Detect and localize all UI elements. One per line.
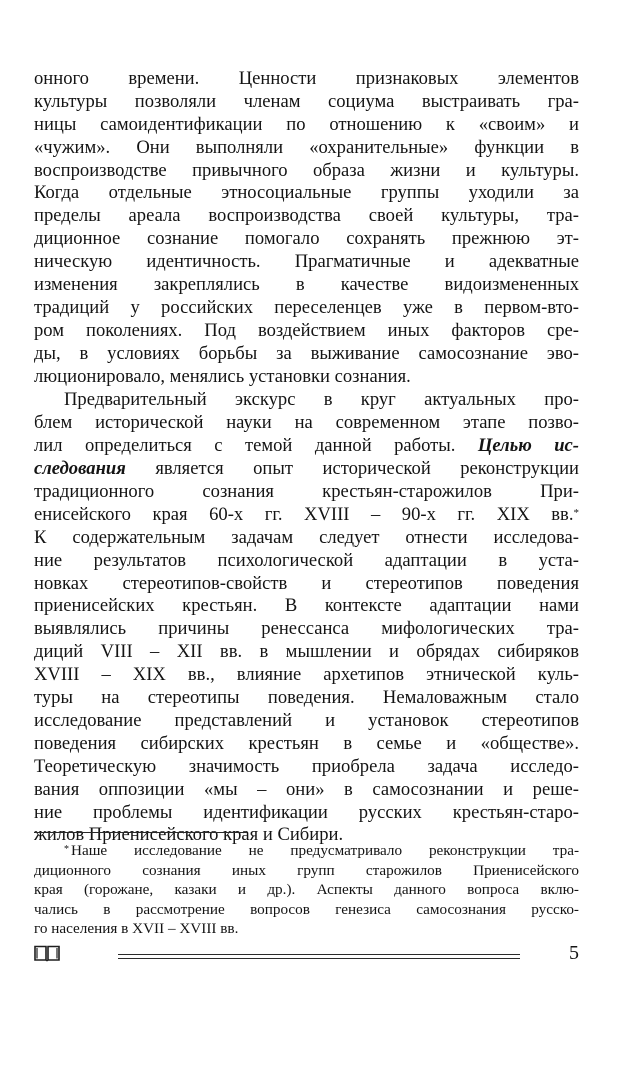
text-line: ние результатов психологической адаптации в уста- — [34, 549, 579, 571]
footnote-line: края (горожане, казаки и др.). Аспекты данного вопроса вклю- — [34, 881, 579, 898]
text-line: диционное сознание помогало сохранять прежнюю эт- — [34, 228, 579, 250]
text-line: Когда отдельные этносоциальные группы уходили за — [34, 182, 579, 204]
text-line: поведения сибирских крестьян в семье и «обществе». — [34, 732, 579, 754]
text-line: онного времени. Ценности признаковых элементов — [34, 68, 579, 89]
text-line: изменения закреплялись в качестве видоизмененных — [34, 274, 579, 296]
text-line — [34, 435, 579, 458]
text-run: енисейского края 60-х гг. XVIII – 90-х гг. XIX вв. — [34, 503, 574, 525]
footnote-text: Наше исследование не предусматривало реконструкции тра- — [71, 842, 579, 859]
text-run: является опыт исторической реконструкции — [125, 458, 579, 480]
footnote-reference: * — [573, 506, 579, 519]
text-line: традиционного сознания крестьян-старожилов При- — [34, 481, 579, 503]
book-icon — [34, 944, 60, 962]
text-line: приенисейских крестьян. В контексте адаптации нами — [34, 595, 579, 617]
footnote — [34, 841, 579, 939]
page-footer — [34, 940, 579, 966]
text-line: ническую идентичность. Прагматичные и адекватные — [34, 251, 579, 273]
footnote-divider — [34, 832, 247, 833]
text-line: блем исторической науки на современном этапе позво- — [34, 412, 579, 434]
text-line: вания оппозиции «мы – они» в самосознании и реше- — [34, 778, 579, 800]
footnote-marker: * — [64, 844, 69, 855]
text-line: воспроизводстве привычного образа жизни и культуры. — [34, 159, 579, 181]
text-line: ром поколениях. Под воздействием иных факторов сре- — [34, 319, 579, 341]
paragraph — [34, 389, 579, 847]
text-line: традиций у российских переселенцев уже в первом-вто- — [34, 296, 579, 318]
page-number: 5 — [569, 942, 579, 964]
text-line: культуры позволяли членам социума выстраивать гра- — [34, 90, 579, 112]
text-line: ницы самоидентификации по отношению к «своим» и — [34, 113, 579, 135]
footnote-line — [34, 841, 579, 861]
text-line: выявлялись причины ренессанса мифологических тра- — [34, 618, 579, 640]
text-line: ние проблемы идентификации русских крестьян-старо- — [34, 801, 579, 823]
text-line: «чужим». Они выполняли «охранительные» функции в — [34, 136, 579, 158]
footer-divider — [118, 954, 520, 959]
text-line: пределы ареала воспроизводства своей культуры, тра- — [34, 205, 579, 227]
main-text — [34, 68, 579, 847]
text-line — [34, 458, 579, 481]
footnote-line: диционного сознания иных групп старожилов Приенисейского — [34, 861, 579, 879]
text-line — [34, 504, 579, 527]
text-run: лил определиться с темой данной работы. — [34, 435, 478, 457]
footnote-line: го населения в XVII – XVIII вв. — [34, 920, 239, 937]
text-line: туры на стереотипы поведения. Немаловажным стало — [34, 687, 579, 709]
paragraph — [34, 68, 579, 388]
emphasis-text: следования — [34, 458, 126, 480]
text-line: диций VIII – XII вв. в мышлении и обрядах сибиряков — [34, 641, 579, 663]
text-line: XVIII – XIX вв., влияние архетипов этнической куль- — [34, 664, 579, 686]
text-line: Теоретическую значимость приобрела задача исследо- — [34, 755, 579, 777]
text-line: исследование представлений и установок стереотипов — [34, 709, 579, 731]
text-line: новках стереотипов-свойств и стереотипов поведения — [34, 572, 579, 594]
text-line: жилов Приенисейского края и Сибири. — [34, 824, 344, 846]
footnote-line: чались в рассмотрение вопросов генезиса самосознания русско- — [34, 900, 579, 918]
text-line: люционировало, менялись установки сознания. — [34, 365, 411, 387]
text-line: Предварительный экскурс в круг актуальных про- — [64, 389, 579, 411]
emphasis-text: Целью ис- — [477, 435, 579, 457]
text-line: К содержательным задачам следует отнести исследова- — [34, 526, 579, 548]
text-line: ды, в условиях борьбы за выживание самосознание эво- — [34, 342, 579, 364]
